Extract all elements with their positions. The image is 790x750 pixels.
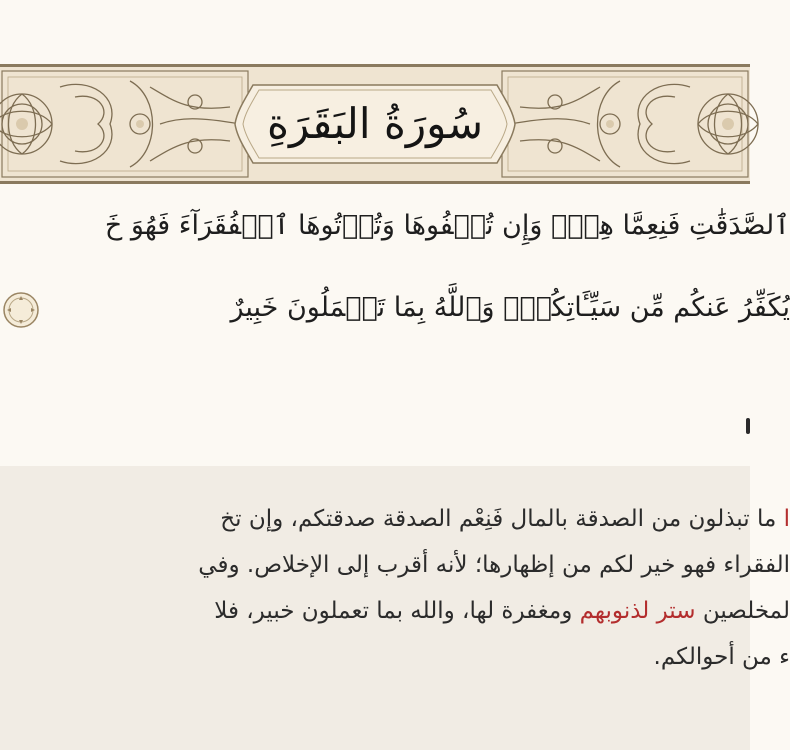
arabesque-ornament-icon (500, 67, 750, 181)
tafsir-highlight: ستر لذنوبهم (579, 598, 696, 624)
tafsir-line: الفقراء فهو خير لكم من إظهارها؛ لأنه أقرب إلى الإخلاص. وفي (198, 552, 790, 578)
tafsir-line (0, 588, 790, 634)
surah-header (0, 64, 750, 184)
tafsir-line-text: ما تبذلون من الصدقة بالمال فَنِعْم الصدقة صدقتكم، وإن تخ (220, 506, 784, 532)
tafsir-text (0, 496, 790, 680)
tafsir-panel (0, 466, 790, 750)
page-indicator (746, 418, 750, 434)
tafsir-line (0, 496, 790, 542)
verse-line: ٱلصَّدَقَٰتِ فَنِعِمَّا هِيَۖ وَإِن تُخۡفُوهَا وَتُؤۡتُوهَا ٱلۡفُقَرَآءَ فَهُوَ خَ (104, 210, 790, 241)
tafsir-line: ء من أحوالكم. (653, 644, 790, 670)
surah-title: سُورَةُ البَقَرَةِ (266, 99, 484, 148)
arabesque-ornament-icon (0, 67, 250, 181)
verse-line: يُكَفِّرُ عَنكُم مِّن سَيِّـَٔاتِكُمۡۗ وَٱللَّهُ بِمَا تَعۡمَلُونَ خَبِيرٌ (230, 292, 790, 323)
tafsir-highlight: ا (783, 506, 790, 532)
tafsir-line-text: لمخلصين (695, 598, 790, 624)
ayah-number-marker-icon[interactable] (2, 291, 40, 329)
tafsir-line-text: ومغفرة لها، والله بما تعملون خبير، فلا (214, 598, 580, 624)
